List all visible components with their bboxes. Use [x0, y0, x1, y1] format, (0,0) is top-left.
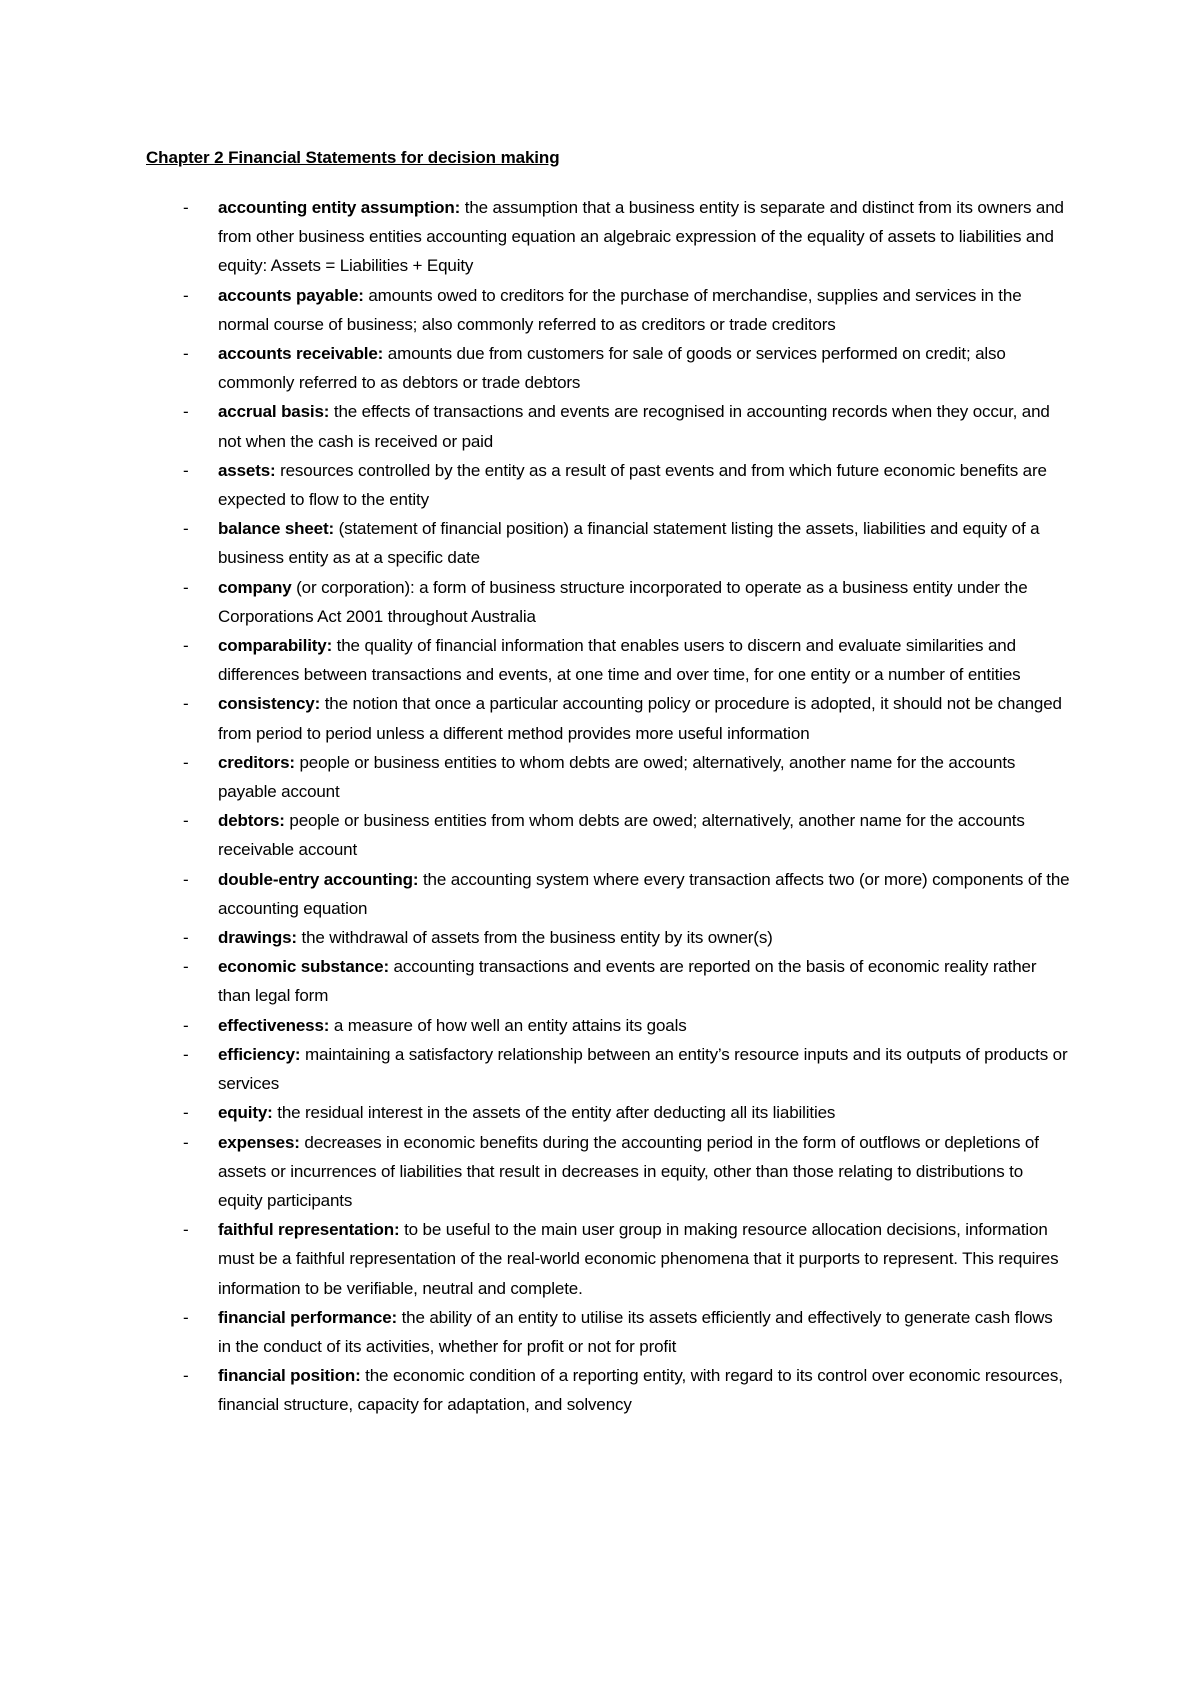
bullet-dash: -: [183, 694, 189, 714]
glossary-entry: [0, 865, 1200, 923]
glossary-term: comparability:: [218, 636, 333, 656]
glossary-definition: accounting transactions and events are reported on the basis of economic reality rather than legal form: [218, 957, 1037, 1006]
glossary-term: financial position:: [218, 1366, 361, 1386]
glossary-definition: the notion that once a particular accounting policy or procedure is adopted, it should not be changed from period to period unless a different method provides more useful information: [218, 694, 1062, 743]
glossary-definition: the economic condition of a reporting entity, with regard to its control over economic resources, financial structure, capacity for adaptation, and solvency: [218, 1366, 1063, 1415]
glossary-definition: people or business entities from whom debts are owed; alternatively, another name for the accounts receivable account: [218, 811, 1025, 860]
bullet-dash: -: [183, 928, 189, 948]
glossary-definition: the effects of transactions and events are recognised in accounting records when they occur, and not when the cash is received or paid: [218, 402, 1050, 451]
glossary-entry: [0, 456, 1200, 514]
glossary-entry: [0, 1303, 1200, 1361]
glossary-term: debtors:: [218, 811, 285, 831]
glossary-term: financial performance:: [218, 1307, 398, 1327]
bullet-dash: -: [183, 1044, 189, 1064]
glossary-entry: [0, 397, 1200, 455]
glossary-term: expenses:: [218, 1132, 300, 1152]
glossary-entry: [0, 806, 1200, 864]
bullet-dash: -: [183, 577, 189, 597]
glossary-entry: [0, 1040, 1200, 1098]
bullet-dash: -: [183, 811, 189, 831]
bullet-dash: -: [183, 344, 189, 364]
bullet-dash: -: [183, 402, 189, 422]
glossary-entry: [0, 1011, 1200, 1040]
bullet-dash: -: [183, 1132, 189, 1152]
bullet-dash: -: [183, 636, 189, 656]
glossary-definition: the quality of financial information that enables users to discern and evaluate similarities and differences between transactions and events, at one time and over time, for one entity or a number of entities: [218, 636, 1021, 685]
glossary-term: faithful representation:: [218, 1220, 400, 1240]
glossary-entry: [0, 281, 1200, 339]
glossary-definition: the withdrawal of assets from the business entity by its owner(s): [296, 928, 773, 948]
glossary-entry: [0, 748, 1200, 806]
glossary-entry: [0, 1361, 1200, 1419]
glossary-term: economic substance:: [218, 957, 389, 977]
bullet-dash: -: [183, 460, 189, 480]
glossary-definition: (or corporation): a form of business structure incorporated to operate as a business entity under the Corporations Act 2001 throughout Australia: [218, 577, 1028, 626]
glossary-entry: [0, 1098, 1200, 1127]
glossary-definition: the accounting system where every transaction affects two (or more) components of the accounting equation: [218, 869, 1070, 918]
glossary-term: company: [218, 577, 292, 597]
bullet-dash: -: [183, 519, 189, 539]
glossary-definition: the ability of an entity to utilise its assets efficiently and effectively to generate cash flows in the conduct of its activities, whether for profit or not for profit: [218, 1307, 1053, 1356]
glossary-definition: maintaining a satisfactory relationship between an entity’s resource inputs and its outputs of products or services: [218, 1044, 1068, 1094]
glossary-term: accounts receivable:: [218, 344, 384, 364]
glossary-term: double-entry accounting:: [218, 869, 419, 889]
bullet-dash: -: [183, 1307, 189, 1327]
glossary-entry: [0, 1215, 1200, 1303]
glossary-term: efficiency:: [218, 1044, 301, 1064]
glossary-definition: amounts owed to creditors for the purchase of merchandise, supplies and services in the normal course of business; also commonly referred to as creditors or trade creditors: [218, 285, 1022, 334]
bullet-dash: -: [183, 1103, 189, 1123]
glossary-entry: [0, 339, 1200, 397]
bullet-dash: -: [183, 957, 189, 977]
glossary-definition: resources controlled by the entity as a result of past events and from which future economic benefits are expected to flow to the entity: [218, 460, 1047, 510]
glossary-definition: a measure of how well an entity attains its goals: [329, 1015, 687, 1035]
glossary-term: drawings:: [218, 928, 297, 948]
glossary-entry: [0, 923, 1200, 952]
glossary-term: assets:: [218, 460, 276, 480]
bullet-dash: -: [183, 285, 189, 305]
glossary-definition: the assumption that a business entity is separate and distinct from its owners and from other business entities accounting equation an algebraic expression of the equality of assets to liabilities and equity: Assets = Liabilities + Equity: [218, 198, 1064, 276]
bullet-dash: -: [183, 1015, 189, 1035]
glossary-entry: [0, 573, 1200, 631]
glossary-term: accounting entity assumption:: [218, 198, 461, 217]
glossary-entry: [0, 1128, 1200, 1216]
glossary-term: consistency:: [218, 694, 321, 714]
glossary-definition: amounts due from customers for sale of goods or services performed on credit; also commonly referred to as debtors or trade debtors: [218, 344, 1006, 393]
glossary-definition: decreases in economic benefits during the accounting period in the form of outflows or depletions of assets or incurrences of liabilities that result in decreases in equity, other than those relating to distributions to equity participants: [218, 1132, 1039, 1210]
glossary-entry: [0, 631, 1200, 689]
bullet-dash: -: [183, 869, 189, 889]
glossary-term: effectiveness:: [218, 1015, 330, 1035]
glossary-entry: [0, 514, 1200, 572]
glossary-term: balance sheet:: [218, 519, 335, 539]
glossary-entry: [0, 952, 1200, 1010]
glossary-definition: to be useful to the main user group in making resource allocation decisions, information must be a faithful representation of the real-world economic phenomena that it purports to represent. This requires information to be verifiable, neutral and complete.: [218, 1220, 1059, 1298]
glossary-definition: (statement of financial position) a financial statement listing the assets, liabilities and equity of a business entity as at a specific date: [218, 519, 1040, 568]
glossary-entry: [0, 689, 1200, 747]
glossary-term: creditors:: [218, 752, 295, 772]
glossary-term: equity:: [218, 1103, 273, 1123]
glossary-entry: [0, 193, 1200, 281]
page-title: Chapter 2 Financial Statements for decision making: [146, 148, 560, 167]
glossary-definition: people or business entities to whom debts are owed; alternatively, another name for the accounts payable account: [218, 752, 1016, 802]
bullet-dash: -: [183, 1366, 189, 1386]
glossary-definition: the residual interest in the assets of the entity after deducting all its liabilities: [272, 1103, 836, 1123]
glossary-term: accounts payable:: [218, 285, 364, 305]
glossary-term: accrual basis:: [218, 402, 330, 422]
bullet-dash: -: [183, 1220, 189, 1240]
glossary-list: [0, 193, 1200, 1420]
bullet-dash: -: [183, 752, 189, 772]
bullet-dash: -: [183, 198, 189, 217]
